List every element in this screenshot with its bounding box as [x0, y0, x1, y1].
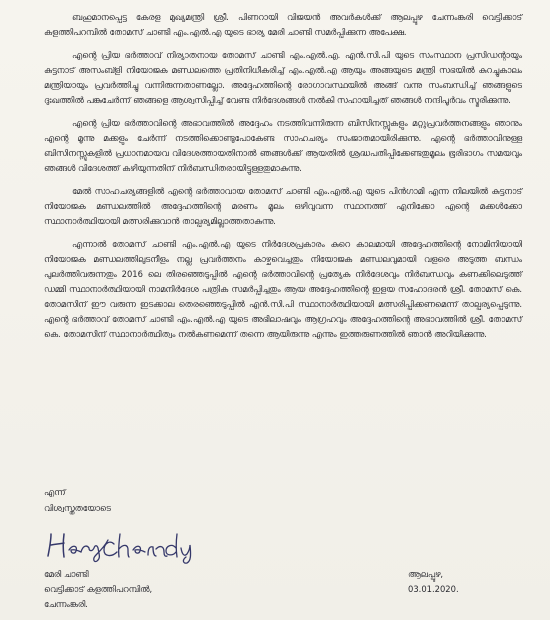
- letter-date: 03.01.2020.: [408, 584, 459, 594]
- paragraph-3: മേൽ സാഹചര്യങ്ങളിൽ എന്റെ ഭർത്താവായ തോമസ് ചാണ്ടി എം.എൽ.എ യുടെ പിൻഗാമി എന്ന നിലയിൽ കുട്ടനാട് നിയോജക മണ്ഡലത്തിൽ അദ്ദേഹത്തിന്റെ മരണം മൂലം ഒഴിവുവന്ന സ്ഥാനത്ത് എനിക്കോ എന്റെ മക്കൾക്കോ സ്ഥാനാർത്ഥിയായി മത്സരിക്കുവാൻ താല്പര്യമില്ലാത്തതാകുന്നു.: [44, 186, 522, 226]
- paragraph-1: എന്റെ പ്രിയ ഭർത്താവ് നിര്യാതനായ തോമസ് ചാണ്ടി എം.എൽ.എ. എൻ.സി.പി യുടെ സംസ്ഥാന പ്രസിഡന്റായും കുട്ടനാട് അസംബ്ളി നിയോജക മണ്ഡലത്തെ പ്രതിനിധീകരിച്ച് എം.എൽ.എ ആയും അങ്ങയുടെ മന്ത്രി സഭയിൽ കുറച്ചുകാലം മന്ത്രിയായും പ്രവർത്തിച്ചു വന്നിരുന്നതാണല്ലോ. അദ്ദേഹത്തിന്റെ രോഗാവസ്ഥയിൽ അങ്ങ് വന്നു സംബന്ധിച്ച് ഞങ്ങളുടെ ദുഃഖത്തിൽ പങ്കുചേർന്ന് ഞങ്ങളെ ആശ്വസിപ്പിച്ച് വേണ്ട നിർദേശങ്ങൾ നൽകി സഹായിച്ചത് ഞങ്ങൾ നന്ദിപൂർവം സ്മരിക്കുന്നു.: [44, 50, 522, 105]
- place-date-block: [408, 567, 459, 597]
- closing-line-1: എന്ന്: [44, 487, 66, 497]
- paragraph-2: എന്റെ പ്രിയ ഭർത്താവിന്റെ അഭാവത്തിൽ അദ്ദേഹം നടത്തിവന്നിരുന്ന ബിസിനസ്സുകളും മറ്റുപ്രവർത്തനങ്ങളും ഞാനും എന്റെ മൂന്നു മക്കളും ചേർന്ന് നടത്തിക്കൊണ്ടുപോകേണ്ട സാഹചര്യം സംജാതമായിരിക്കുന്നു. എന്റെ ഭർത്താവിനുള്ള ബിസിനസ്സുകളിൽ പ്രധാനമായവ വിദേശത്തായതിനാൽ ഞങ്ങൾക്ക് ആയതിൽ ശ്രദ്ധപതിപ്പിക്കേണ്ടതുമൂലം ഭൂരിഭാഗം സമയവും ഞങ്ങൾ വിദേശത്ത് കഴിയുന്നതിന് നിർബന്ധിതരായിട്ടുള്ളതുമാകുന്നു.: [44, 118, 522, 173]
- sender-address-line-2: ചേന്നംങ്കരി.: [44, 599, 88, 609]
- letter-body: [44, 10, 522, 350]
- sender-address-line-1: വെട്ടിക്കാട് കളത്തിപറമ്പിൽ,: [44, 584, 153, 594]
- paragraph-4: എന്നാൽ തോമസ് ചാണ്ടി എം.എൽ.എ യുടെ നിർദേശപ്രകാരം കുറെ കാലമായി അദ്ദേഹത്തിന്റെ നോമിനിയായി നിയോജക മണ്ഡലത്തിലുടനീളം നല്ല പ്രവർത്തനം കാഴ്ചവെച്ചതും നിയോജക മണ്ഡലവുമായി വളരെ അടുത്ത ബന്ധം പുലർത്തിവരുന്നതും 2016 ലെ തിരഞ്ഞെടുപ്പിൽ എന്റെ ഭർത്താവിന്റെ പ്രത്യേക നിർദേശവും നിർബന്ധവും കണക്കിലെടുത്ത് ഡമ്മി സ്ഥാനാർത്ഥിയായി നാമനിർദേശ പത്രിക സമർപ്പിച്ചതും ആയ അദ്ദേഹത്തിന്റെ ഇളയ സഹോദരൻ ശ്രീ. തോമസ് കെ. തോമസിന് ഈ വരുന്ന ഇടക്കാല തെരഞ്ഞെടുപ്പിൽ എൻ.സി.പി സ്ഥാനാർത്ഥിയായി മത്സരിപ്പിക്കണമെന്ന് താല്പര്യപ്പെടുന്നു. എന്റെ ഭർത്താവ് തോമസ് ചാണ്ടി എം.എൽ.എ യുടെ അഭിലാഷവും ആഗ്രഹവും അദ്ദേഹത്തിന്റെ അഭാവത്തിൽ ശ്രീ. തോമസ് കെ. തോമസിന് സ്ഥാനാർത്ഥിത്വം നൽകണമെന്ന് തന്നെ ആയിരുന്നു എന്നും ഇത്തരുണത്തിൽ ഞാൻ അറിയിക്കുന്നു.: [44, 239, 522, 339]
- handwritten-signature: [42, 530, 222, 564]
- closing-line-2: വിശ്വസ്തതയോടെ: [44, 503, 111, 513]
- sender-block: [44, 567, 152, 612]
- sender-name: മേരി ചാണ്ടി: [44, 569, 89, 579]
- letter-intro: ബഹുമാനപ്പെട്ട കേരള മുഖ്യമന്ത്രി ശ്രീ. പിണറായി വിജയൻ അവർകൾക്ക് ആലപ്പുഴ ചേന്നംങ്കരി വെട്ടിക്കാട് കളത്തിപറമ്പിൽ തോമസ് ചാണ്ടി എം.എൽ.എ യുടെ ഭാര്യ മേരി ചാണ്ടി സമർപ്പിക്കുന്ന അപേക്ഷ.: [44, 12, 522, 37]
- letter-place: ആലപ്പുഴ,: [408, 569, 444, 579]
